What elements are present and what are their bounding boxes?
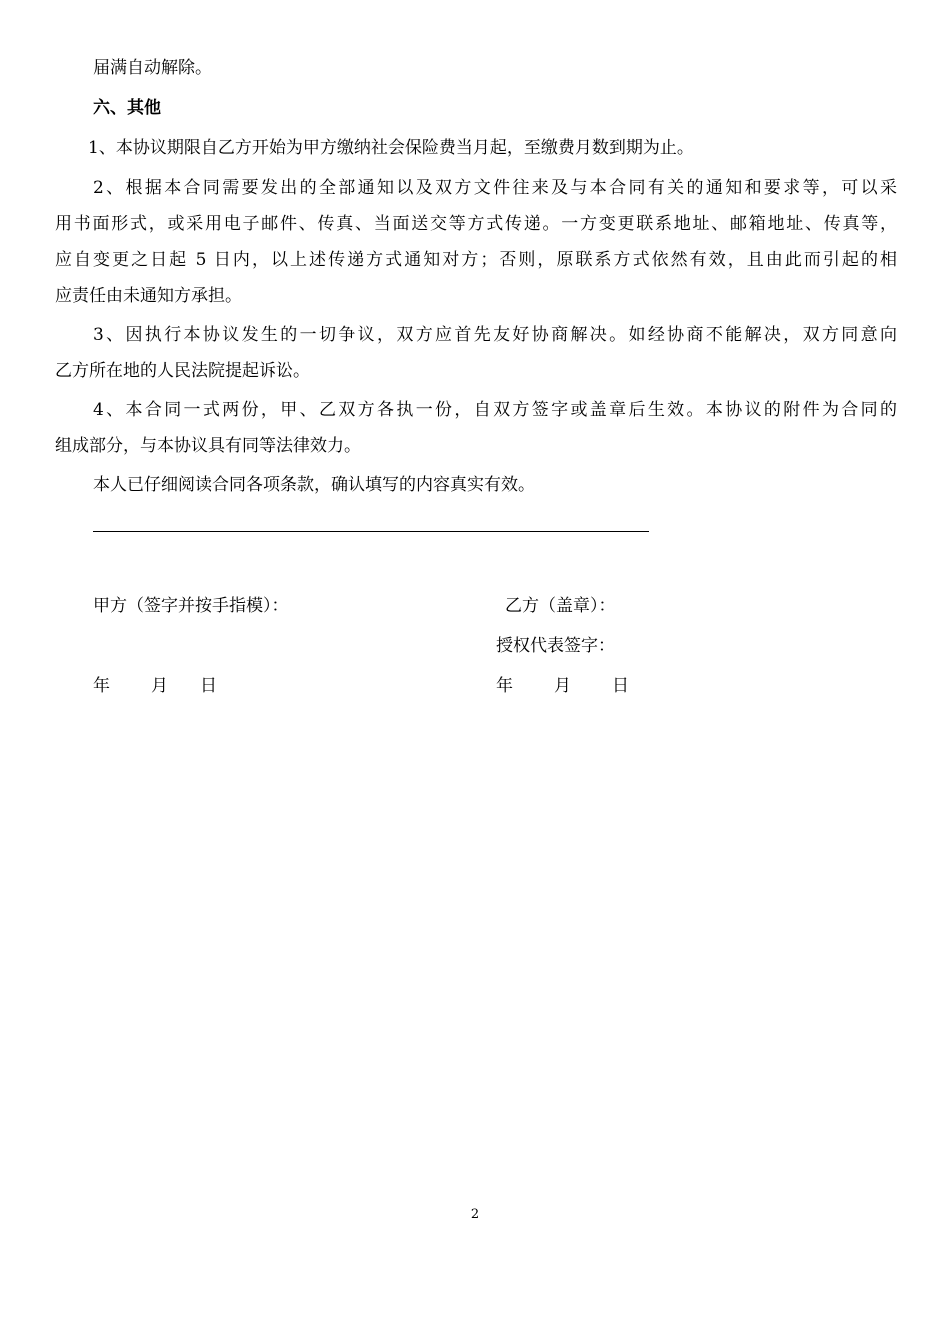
party-a-label: 甲方（签字并按手指模）： — [93, 596, 289, 616]
confirmation-statement: 本人已仔细阅读合同各项条款，确认填写的内容真实有效。 — [93, 475, 535, 495]
paragraph-line: 1、本协议期限自乙方开始为甲方缴纳社会保险费当月起，至缴费月数到期为止。 — [88, 138, 694, 158]
authorized-representative-label: 授权代表签字： — [496, 636, 615, 656]
paragraph-line: 乙方所在地的人民法院提起诉讼。 — [55, 361, 310, 381]
party-a-date-year: 年 — [93, 676, 110, 696]
party-b-date-year: 年 — [496, 676, 513, 696]
paragraph-line: 应责任由未通知方承担。 — [55, 286, 242, 306]
party-a-date-month: 月 — [151, 676, 168, 696]
paragraph-line: 届满自动解除。 — [93, 58, 212, 78]
paragraph-line: 2、根据本合同需要发出的全部通知以及双方文件往来及与本合同有关的通知和要求等，可以采 — [93, 178, 897, 198]
paragraph-line: 4、本合同一式两份，甲、乙双方各执一份，自双方签字或盖章后生效。本协议的附件为合同的 — [93, 400, 897, 420]
paragraph-line: 3、因执行本协议发生的一切争议，双方应首先友好协商解决。如经协商不能解决，双方同意向 — [93, 325, 897, 345]
section-heading: 六、其他 — [93, 98, 161, 118]
signature-rule — [93, 531, 649, 532]
party-b-date-day: 日 — [612, 676, 629, 696]
paragraph-line: 应自变更之日起 5 日内，以上述传递方式通知对方；否则，原联系方式依然有效，且由此而引起的相 — [55, 250, 897, 270]
party-b-date-month: 月 — [554, 676, 571, 696]
paragraph-line: 组成部分，与本协议具有同等法律效力。 — [55, 436, 361, 456]
party-a-date-day: 日 — [200, 676, 217, 696]
page-number: 2 — [470, 1207, 480, 1222]
paragraph-line: 用书面形式，或采用电子邮件、传真、当面送交等方式传递。一方变更联系地址、邮箱地址、传真等， — [55, 214, 897, 234]
party-b-label: 乙方（盖章）： — [505, 596, 616, 616]
